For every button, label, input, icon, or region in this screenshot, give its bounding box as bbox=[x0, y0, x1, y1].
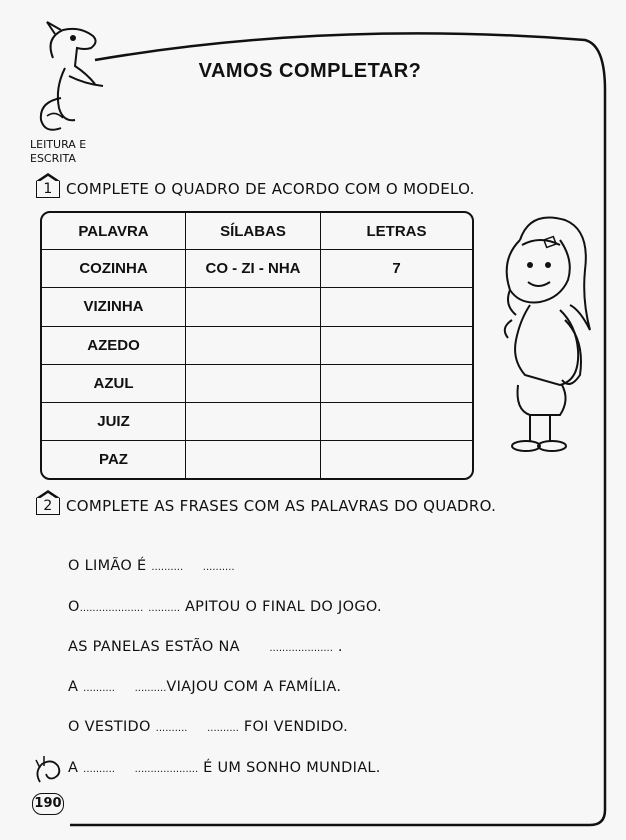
answer-blank[interactable]: .................... bbox=[134, 764, 199, 775]
sentence-6 bbox=[68, 760, 381, 776]
letters-cell[interactable] bbox=[321, 326, 473, 364]
snail-icon bbox=[30, 752, 70, 792]
table-row bbox=[42, 403, 472, 441]
table-row bbox=[42, 441, 472, 478]
answer-blank[interactable]: .......... bbox=[207, 723, 239, 734]
table-row bbox=[42, 288, 472, 326]
syllables-cell: CO - ZI - NHA bbox=[186, 250, 321, 288]
letters-cell[interactable] bbox=[321, 403, 473, 441]
sentence-2 bbox=[68, 599, 382, 615]
sentence-5 bbox=[68, 719, 348, 735]
syllables-cell[interactable] bbox=[186, 403, 321, 441]
sentence-text: É UM SONHO MUNDIAL. bbox=[203, 760, 381, 776]
syllables-cell[interactable] bbox=[186, 326, 321, 364]
sentence-text: FOI VENDIDO. bbox=[243, 719, 349, 735]
word-cell: AZUL bbox=[42, 364, 186, 402]
word-cell: AZEDO bbox=[42, 326, 186, 364]
sentence-text: O LIMÃO É bbox=[68, 558, 147, 574]
sentence-text: . bbox=[337, 639, 343, 655]
answer-blank[interactable]: .......... bbox=[155, 723, 188, 734]
letters-cell[interactable] bbox=[321, 288, 473, 326]
word-cell: JUIZ bbox=[42, 403, 186, 441]
answer-blank[interactable]: .......... bbox=[83, 683, 115, 694]
exercise1-instruction-row bbox=[36, 180, 475, 198]
syllables-table bbox=[40, 211, 474, 480]
section-label-line2: ESCRITA bbox=[30, 152, 76, 165]
table-header-row bbox=[42, 213, 472, 250]
horse-mascot-icon bbox=[25, 18, 115, 138]
exercise1-instruction: COMPLETE O QUADRO DE ACORDO COM O MODELO. bbox=[66, 180, 475, 198]
letters-cell[interactable] bbox=[321, 364, 473, 402]
word-cell: VIZINHA bbox=[42, 288, 186, 326]
sentence-1 bbox=[68, 558, 235, 574]
letters-cell[interactable] bbox=[321, 441, 473, 478]
answer-blank[interactable]: .................... bbox=[79, 603, 144, 614]
header-silabas: SÍLABAS bbox=[186, 213, 321, 250]
sentence-text: A bbox=[68, 679, 79, 695]
girl-illustration-icon bbox=[490, 210, 600, 460]
page-number: 190 bbox=[32, 793, 64, 815]
sentence-text: A bbox=[68, 760, 79, 776]
sentence-text: O VESTIDO bbox=[68, 719, 151, 735]
answer-blank[interactable]: .................... bbox=[269, 643, 333, 654]
header-letras: LETRAS bbox=[321, 213, 473, 250]
table-row bbox=[42, 250, 472, 288]
exercise1-number: 1 bbox=[36, 181, 60, 198]
answer-blank[interactable]: .......... bbox=[202, 562, 235, 573]
syllables-cell[interactable] bbox=[186, 288, 321, 326]
sentence-text: O bbox=[68, 599, 80, 615]
table-row bbox=[42, 364, 472, 402]
sentence-text: APITOU O FINAL DO JOGO. bbox=[184, 599, 382, 615]
word-cell: COZINHA bbox=[42, 250, 186, 288]
sentence-text: AS PANELAS ESTÃO NA bbox=[68, 639, 240, 655]
page-title: VAMOS COMPLETAR? bbox=[198, 60, 422, 82]
section-label-line1: LEITURA E bbox=[30, 138, 87, 151]
sentence-text: VIAJOU COM A FAMÍLIA. bbox=[166, 679, 342, 695]
syllables-cell[interactable] bbox=[186, 441, 321, 478]
exercise2-instruction: COMPLETE AS FRASES COM AS PALAVRAS DO QUADRO. bbox=[66, 497, 497, 515]
answer-blank[interactable]: .......... bbox=[83, 764, 115, 775]
table-row bbox=[42, 326, 472, 364]
answer-blank[interactable]: .......... bbox=[148, 603, 181, 614]
sentence-3 bbox=[68, 639, 343, 655]
word-cell: PAZ bbox=[42, 441, 186, 478]
header-palavra: PALAVRA bbox=[42, 213, 186, 250]
sentence-4 bbox=[68, 679, 341, 695]
section-label bbox=[30, 138, 120, 166]
exercise2-instruction-row bbox=[36, 497, 496, 515]
answer-blank[interactable]: .......... bbox=[151, 562, 184, 573]
letters-cell: 7 bbox=[321, 250, 473, 288]
exercise2-number: 2 bbox=[36, 498, 60, 515]
syllables-cell[interactable] bbox=[186, 364, 321, 402]
answer-blank[interactable]: .......... bbox=[134, 683, 167, 694]
